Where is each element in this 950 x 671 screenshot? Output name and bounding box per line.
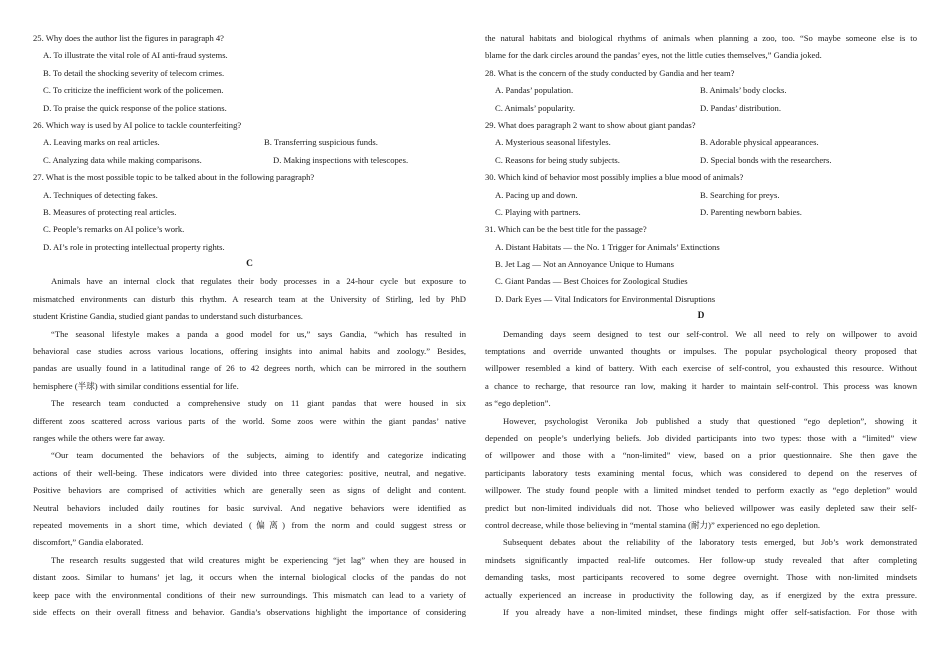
q31-option-a: A. Distant Habitats — the No. 1 Trigger for Animals’ Extinctions <box>495 241 720 252</box>
q30-option-c: C. Playing with partners. <box>495 206 581 217</box>
section-c-heading: C <box>246 259 253 270</box>
passage-c-line: hemisphere (半球) with similar conditions essential for life. <box>33 380 239 391</box>
passage-d-line: willpower. The study found people with a limited mindset tended to perform exactly as “ego depletion” would <box>485 485 917 496</box>
passage-c-line: Positive behaviors are comprised of activities which are generally seen as signs of delight and content. <box>33 485 466 496</box>
q26-option-c: C. Analyzing data while making comparisons. <box>43 154 202 165</box>
passage-d-line: a chance to recharge, that resource ran low, making it harder to maintain self-control. This process was known <box>485 380 917 391</box>
q30-option-d: D. Parenting newborn babies. <box>700 206 802 217</box>
q25-option-b: B. To detail the shocking severity of telecom crimes. <box>43 67 225 78</box>
q25-option-d: D. To praise the quick response of the police stations. <box>43 102 227 113</box>
passage-c-line: “The seasonal lifestyle makes a panda a good model for us,” says Gandia, “which has resulted in <box>51 328 466 339</box>
q31-option-b: B. Jet Lag — Not an Annoyance Unique to Humans <box>495 259 675 270</box>
q26-option-a: A. Leaving marks on real articles. <box>43 137 160 148</box>
q27-option-d: D. AI’s role in protecting intellectual property rights. <box>43 241 225 252</box>
passage-d-line: Subsequent debates about the reliability of the laboratory tests emerged, but Job’s work demonstrated <box>503 537 917 548</box>
passage-c-line: pandas are usually found in a latitudinal range of 26 to 42 degrees north, which can be mirrored in the southern <box>33 363 466 374</box>
q26-stem: 26. Which way is used by AI police to tackle counterfeiting? <box>33 119 242 130</box>
q28-option-d: D. Pandas’ distribution. <box>700 102 781 113</box>
passage-c-line: student Kristine Gandia, studied giant pandas to understand such disturbances. <box>33 311 303 322</box>
passage-d-line: control decrease, while those believing in “mental stamina (耐力)” experienced no ego depletion. <box>485 519 821 530</box>
q31-stem: 31. Which can be the best title for the passage? <box>485 224 647 235</box>
right-column <box>485 30 917 621</box>
passage-c-line: actions of their well-being. These indicators were divided into three categories: positive, neutral, and negative. <box>33 467 466 478</box>
q31-option-c: C. Giant Pandas — Best Choices for Zoological Studies <box>495 276 688 287</box>
passage-c-continued-line: blame for the dark circles around the pandas’ eyes, not the little cuties themselves,” Gandia joked. <box>485 50 822 61</box>
q26-options-row-2 <box>33 152 466 169</box>
q30-stem: 30. Which kind of behavior most possibly implies a blue mood of animals? <box>485 172 744 183</box>
passage-c-line: The research results suggested that wild creatures might be experiencing “jet lag” when they are housed in <box>51 554 466 565</box>
passage-c-line: The research team conducted a comprehensive study on 11 giant pandas that were housed in six <box>51 398 466 409</box>
q26-option-d: D. Making inspections with telescopes. <box>273 154 409 165</box>
passage-d-line: participants laboratory tests examining mental focus, which was considered to depend on the reserves of <box>485 467 917 478</box>
q25-option-a: A. To illustrate the vital role of AI anti-fraud systems. <box>43 50 228 61</box>
q29-option-d: D. Special bonds with the researchers. <box>700 154 832 165</box>
q27-option-b: B. Measures of protecting real articles. <box>43 206 177 217</box>
passage-c-line: ranges while the others were far away. <box>33 432 165 443</box>
q29-option-c: C. Reasons for being study subjects. <box>495 154 620 165</box>
q29-option-a: A. Mysterious seasonal lifestyles. <box>495 137 611 148</box>
passage-d-line: If you already have a non-limited mindset, these findings might offer self-satisfaction. For those with <box>503 606 917 617</box>
passage-c-line: discomfort,” Gandia elaborated. <box>33 537 144 548</box>
q30-option-b: B. Searching for preys. <box>700 189 780 200</box>
passage-d-line: However, psychologist Veronika Job published a study that questioned “ego depletion”, showing it <box>503 415 917 426</box>
left-column <box>33 30 466 621</box>
passage-d-line: Demanding days seem designed to test our self-control. We all need to rely on willpower to avoid <box>503 328 917 339</box>
q31-option-d: D. Dark Eyes — Vital Indicators for Environmental Disruptions <box>495 293 716 304</box>
q28-stem: 28. What is the concern of the study conducted by Gandia and her team? <box>485 67 735 78</box>
q30-options-row-2 <box>485 204 917 221</box>
q27-stem: 27. What is the most possible topic to be talked about in the following paragraph? <box>33 172 315 183</box>
passage-c-line: Neutral behaviors included daily routines for basic survival. And negative behaviors were identified as <box>33 502 466 513</box>
passage-c-line: “Our team documented the behaviors of the subjects, aiming to identify and categorize indicating <box>51 450 466 461</box>
section-d-heading: D <box>697 311 705 322</box>
passage-c-line: repeated movements in a short time, which deviated (偏离) from the norm and could suggest stress or <box>33 519 466 530</box>
q25-stem: 25. Why does the author list the figures in paragraph 4? <box>33 33 225 43</box>
q29-stem: 29. What does paragraph 2 want to show about giant pandas? <box>485 119 696 130</box>
passage-d-line: mindsets significantly impacted real-life outcomes. Her follow-up study revealed that after completing <box>485 554 917 565</box>
q30-option-a: A. Pacing up and down. <box>495 189 578 200</box>
q28-options-row-2 <box>485 100 917 117</box>
q27-option-c: C. People’s remarks on AI police’s work. <box>43 224 185 235</box>
q26-option-b: B. Transferring suspicious funds. <box>264 137 378 148</box>
passage-d-line: as “ego depletion”. <box>485 398 551 409</box>
passage-d-line: temptations and override unwanted thoughts or impulses. The popular psychological theory proposed that <box>485 346 917 357</box>
q29-options-row-1 <box>485 134 917 151</box>
q26-options-row-1 <box>33 134 466 151</box>
q30-options-row-1 <box>485 187 917 204</box>
q28-option-c: C. Animals’ popularity. <box>495 102 575 113</box>
passage-c-continued-line: the natural habitats and biological rhythms of animals when planning a zoo, too. “So maybe someone else is to <box>485 33 917 43</box>
q29-options-row-2 <box>485 152 917 169</box>
passage-c-line: Animals have an internal clock that regulates their body processes in a 24-hour cycle but exposure to <box>51 276 466 287</box>
passage-d-line: willpower resembled a kind of battery. With each exercise of self-control, you exhausted this resource. Without <box>485 363 917 374</box>
passage-c-line: side effects on their overall fitness and behavior. Gandia’s observations highlight the importance of considering <box>33 606 466 617</box>
passage-d-line: of willpower and those with a “non-limited” view, based on a prior questionnaire. She then gave the <box>485 450 917 461</box>
q28-option-b: B. Animals’ body clocks. <box>700 85 787 96</box>
passage-c-line: mismatched environments can disturb this rhythm. A research team at the University of Stirling, led by PhD <box>33 293 466 304</box>
q28-option-a: A. Pandas’ population. <box>495 85 574 96</box>
passage-d-line: demanding tasks, most participants recovered to some degree overnight. Those with non-limited mindsets <box>485 572 917 583</box>
passage-c-line: keep pace with the environmental conditions of their new surroundings. This mismatch can lead to a variety of <box>33 589 466 600</box>
passage-d-line: depended on people’s underlying beliefs. Job divided participants into two types: those with a “limited” view <box>485 432 917 443</box>
passage-c-line: behavioral case studies across various locations, offering insights into animal habits and zoology.” Besides, <box>33 346 466 357</box>
q28-options-row-1 <box>485 82 917 99</box>
passage-c-line: different zoos scattered across various parts of the world. Some zoos were within the giant pandas’ native <box>33 415 466 426</box>
q25-option-c: C. To criticize the inefficient work of the policemen. <box>43 85 224 96</box>
passage-c-line: distant zoos. Similar to humans’ jet lag, it occurs when the internal biological clocks of the pandas do not <box>33 572 466 583</box>
passage-d-line: actually experienced an increase in productivity the following day, as if energized by the extra pressure. <box>485 589 917 600</box>
q27-option-a: A. Techniques of detecting fakes. <box>43 189 158 200</box>
q29-option-b: B. Adorable physical appearances. <box>700 137 819 148</box>
passage-d-line: predict but non-limited individuals did not. Those who believed willpower was easily depleted saw their self- <box>485 502 917 513</box>
